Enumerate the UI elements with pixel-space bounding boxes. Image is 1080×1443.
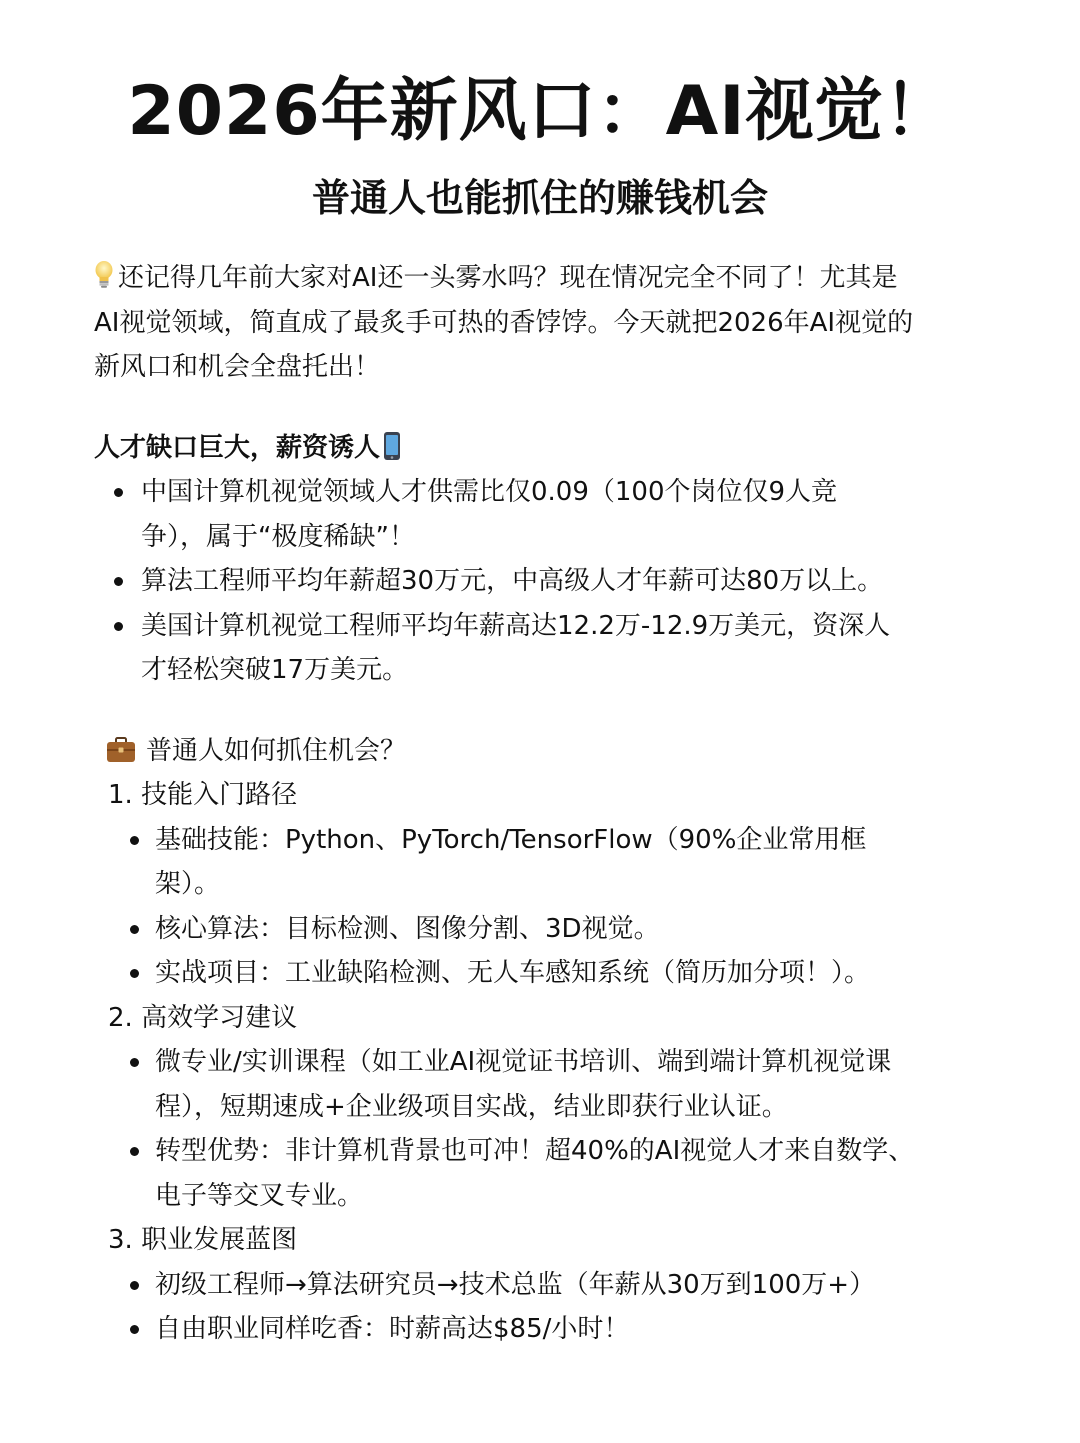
list-item	[108, 1129, 988, 1218]
list-item-line: 核心算法：目标检测、图像分割、3D视觉。	[155, 913, 660, 944]
numbered-item	[108, 773, 988, 996]
list-item-line: 初级工程师→算法研究员→技术总监（年薪从30万到100万+）	[155, 1269, 876, 1300]
mobile-phone-icon	[382, 431, 402, 461]
list-item	[108, 1040, 988, 1129]
bullet-dot	[114, 488, 123, 497]
numbered-item	[108, 1218, 988, 1352]
list-item	[94, 559, 994, 604]
numbered-item-heading: 2. 高效学习建议	[108, 1002, 298, 1033]
list-item-line: 转型优势：非计算机背景也可冲！超40%的AI视觉人才来自数学、	[155, 1136, 915, 1166]
list-item-line: 算法工程师平均年薪超30万元，中高级人才年薪可达80万以上。	[141, 566, 884, 596]
page-subtitle: 普通人也能抓住的赚钱机会	[311, 176, 768, 220]
list-item-line: 架）。	[155, 869, 221, 899]
list-item	[108, 818, 988, 907]
numbered-item	[108, 996, 988, 1219]
list-item-line: 才轻松突破17万美元。	[141, 655, 409, 685]
numbered-item-heading: 3. 职业发展蓝图	[108, 1225, 298, 1255]
list-item-line: 自由职业同样吃香：时薪高达$85/小时！	[155, 1314, 630, 1344]
intro-line-text: 还记得几年前大家对AI还一头雾水吗？现在情况完全不同了！尤其是	[118, 263, 898, 293]
bullet-dot	[130, 1058, 139, 1067]
list-item-line: 中国计算机视觉领域人才供需比仅0.09（100个岗位仅9人竞	[141, 477, 838, 507]
briefcase-icon	[106, 736, 136, 764]
intro-line	[94, 256, 994, 301]
list-item	[108, 951, 988, 996]
section-heading-talent	[94, 428, 402, 468]
numbered-item-heading: 1. 技能入门路径	[108, 780, 298, 810]
talent-bullet-list	[94, 470, 994, 693]
bullet-dot	[130, 836, 139, 845]
bullet-dot	[130, 1147, 139, 1156]
list-item	[94, 470, 994, 559]
intro-paragraph	[94, 256, 994, 390]
bullet-dot	[114, 577, 123, 586]
list-item-line: 微专业/实训课程（如工业AI视觉证书培训、端到端计算机视觉课	[155, 1047, 892, 1077]
section-heading-opportunity	[106, 729, 406, 773]
list-item	[108, 1263, 988, 1308]
list-item	[94, 604, 994, 693]
list-item-line: 美国计算机视觉工程师平均年薪高达12.2万-12.9万美元，资深人	[141, 610, 891, 641]
list-item-line: 电子等交叉专业。	[155, 1180, 364, 1211]
list-item-line: 基础技能：Python、PyTorch/TensorFlow（90%企业常用框	[155, 824, 867, 855]
section-heading-text: 人才缺口巨大，薪资诱人	[94, 433, 381, 463]
list-item-line: 争），属于“极度稀缺”！	[141, 521, 415, 552]
section-heading-text: 普通人如何抓住机会？	[146, 736, 407, 766]
opportunity-numbered-list	[108, 773, 988, 1352]
list-item	[108, 1307, 988, 1352]
lightbulb-icon	[94, 260, 114, 290]
bullet-dot	[130, 1325, 139, 1334]
bullet-dot	[130, 925, 139, 934]
list-item-line: 程），短期速成+企业级项目实战，结业即获行业认证。	[155, 1091, 788, 1122]
intro-line: 新风口和机会全盘托出！	[94, 352, 381, 382]
list-item	[108, 907, 988, 952]
bullet-dot	[130, 1281, 139, 1290]
bullet-dot	[114, 622, 123, 631]
bullet-dot	[130, 969, 139, 978]
intro-line: AI视觉领域，简直成了最炙手可热的香饽饽。今天就把2026年AI视觉的	[94, 307, 914, 338]
page-title: 2026年新风口：AI视觉！	[127, 72, 953, 151]
list-item-line: 实战项目：工业缺陷检测、无人车感知系统（简历加分项！）。	[155, 958, 871, 988]
